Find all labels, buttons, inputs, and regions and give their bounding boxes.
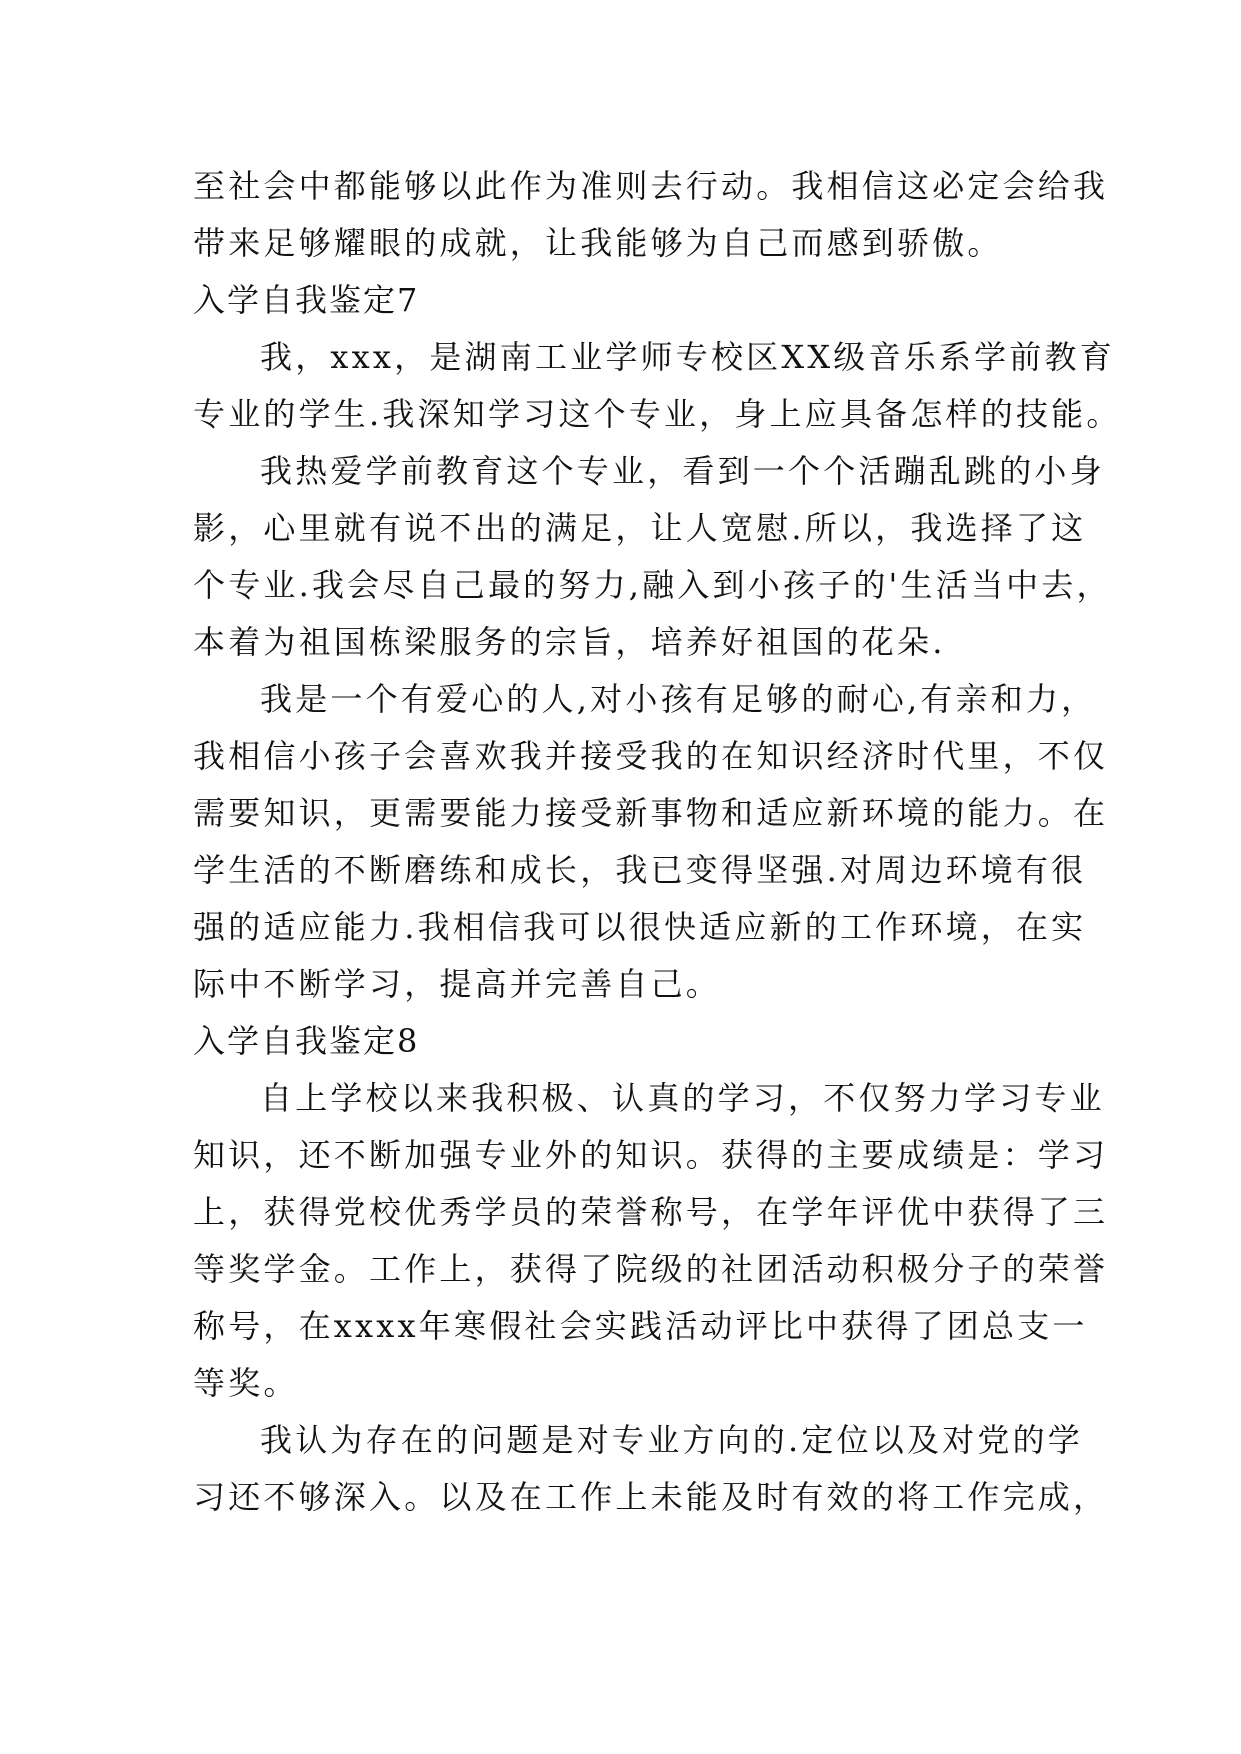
paragraph-line: 我认为存在的问题是对专业方向的.定位以及对党的学 — [260, 1421, 1083, 1459]
paragraph-line: 带来足够耀眼的成就，让我能够为自己而感到骄傲。 — [193, 224, 1003, 262]
document-body — [193, 158, 1122, 1526]
paragraph-line: 等奖。 — [193, 1364, 299, 1402]
paragraph-line: 个专业.我会尽自己最的努力,融入到小孩子的'生活当中去， — [193, 566, 1112, 604]
paragraph-line: 自上学校以来我积极、认真的学习，不仅努力学习专业 — [260, 1079, 1105, 1117]
paragraph-line: 影，心里就有说不出的满足，让人宽慰.所以，我选择了这 — [193, 509, 1087, 547]
paragraph-line: 习还不够深入。以及在工作上未能及时有效的将工作完成， — [193, 1478, 1109, 1516]
paragraph-line: 际中不断学习，提高并完善自己。 — [193, 965, 722, 1003]
paragraph-line: 我热爱学前教育这个专业，看到一个个活蹦乱跳的小身 — [260, 452, 1105, 490]
section-heading-8: 入学自我鉴定8 — [193, 1022, 420, 1060]
paragraph-line: 需要知识，更需要能力接受新事物和适应新环境的能力。在 — [193, 794, 1109, 832]
paragraph-line: 强的适应能力.我相信我可以很快适应新的工作环境，在实 — [193, 908, 1087, 946]
paragraph-line: 上，获得党校优秀学员的荣誉称号，在学年评优中获得了三 — [193, 1193, 1109, 1231]
paragraph-line: 学生活的不断磨练和成长，我已变得坚强.对周边环境有很 — [193, 851, 1087, 889]
paragraph-line: 我，xxx，是湖南工业学师专校区XX级音乐系学前教育 — [260, 338, 1115, 376]
paragraph-line: 本着为祖国栋梁服务的宗旨，培养好祖国的花朵. — [193, 623, 946, 661]
paragraph-line: 称号，在xxxx年寒假社会实践活动评比中获得了团总支一 — [193, 1307, 1088, 1345]
paragraph-line: 知识，还不断加强专业外的知识。获得的主要成绩是：学习 — [193, 1136, 1109, 1174]
paragraph-line: 我相信小孩子会喜欢我并接受我的在知识经济时代里，不仅 — [193, 737, 1109, 775]
paragraph-line: 等奖学金。工作上，获得了院级的社团活动积极分子的荣誉 — [193, 1250, 1109, 1288]
paragraph-line: 专业的学生.我深知学习这个专业，身上应具备怎样的技能。 — [193, 395, 1122, 433]
section-heading-7: 入学自我鉴定7 — [193, 281, 420, 319]
paragraph-line: 至社会中都能够以此作为准则去行动。我相信这必定会给我 — [193, 167, 1109, 205]
paragraph-line: 我是一个有爱心的人,对小孩有足够的耐心,有亲和力， — [260, 680, 1097, 718]
